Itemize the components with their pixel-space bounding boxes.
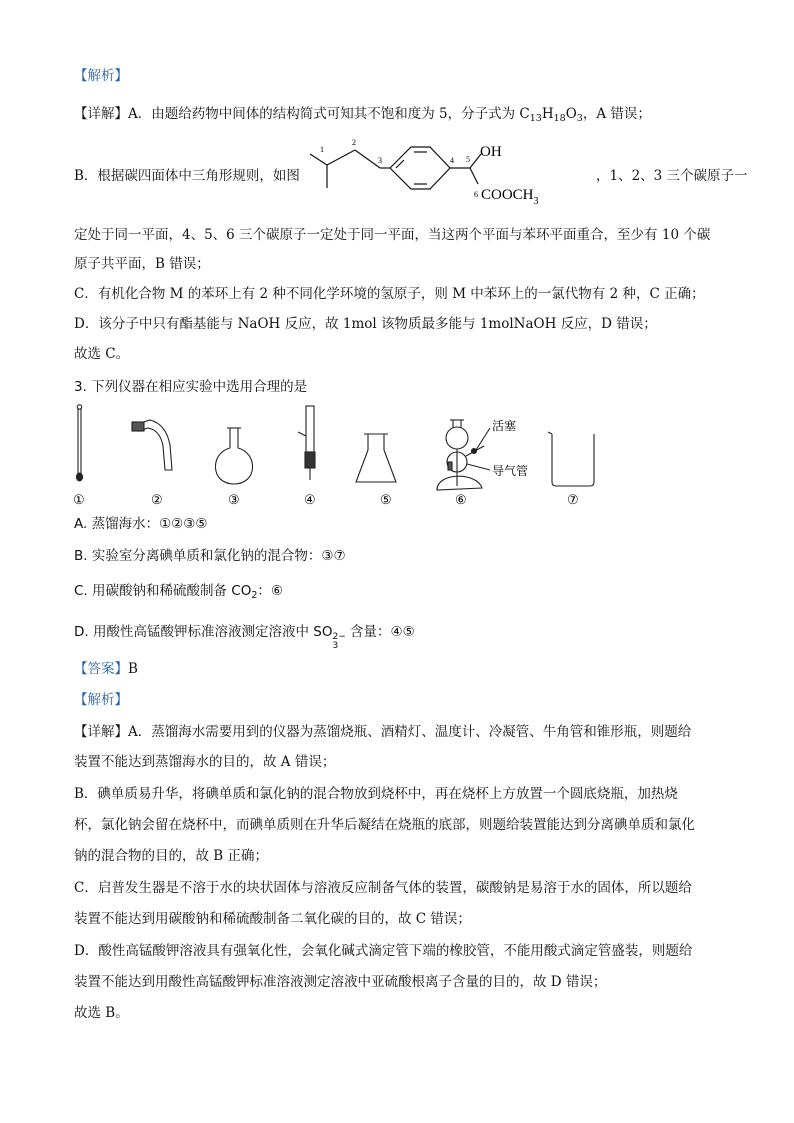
answer-line: 【答案】B [74,661,138,677]
option-d-text: D．该分子中只有酯基能与 NaOH 反应，故 1mol 该物质最多能与 1molNaOH 反应，D 错误； [74,316,657,332]
explanation-line: 装置不能达到蒸馏海水的目的，故 A 错误； [74,754,336,770]
choice-d: D. 用酸性高锰酸钾标准溶液测定溶液中 SO 2− 3 含量：④⑤ [74,624,415,651]
explanation-line: 钠的混合物的目的，故 B 正确； [74,848,269,864]
atom-number-6: 6 [474,190,478,199]
gas-tube-label: 导气管 [492,464,529,478]
atom-number-4: 4 [450,156,454,165]
analysis-heading-1: 【解析】 [74,68,128,84]
atom-number-2: 2 [352,138,356,147]
choice-b: B. 实验室分离碘单质和氯化钠的混合物：③⑦ [74,548,346,564]
burette-icon [298,406,315,480]
apparatus-label-2: ② [151,492,163,507]
atom-number-3: 3 [378,156,382,165]
bent-adapter-icon [132,420,172,470]
ester-label: $COOCH_3$ [481,187,539,207]
apparatus-figure [62,400,622,515]
explanation-line: B．碘单质易升华，将碘单质和氯化钠的混合物放到烧杯中，再在烧杯上方放置一个圆底烧瓶，加热烧 [74,786,678,802]
apparatus-label-4: ④ [304,492,316,507]
option-b-line2: 定处于同一平面，4、5、6 三个碳原子一定处于同一平面，当这两个平面与苯环平面重合，至少有 10 个碳 [74,227,711,243]
beaker-icon [548,432,594,486]
option-c-text: C．有机化合物 M 的苯环上有 2 种不同化学环境的氢原子，则 M 中苯环上的一氯代物有 2 种，C 正确； [74,286,705,302]
explanation-line: 【详解】A．蒸馏海水需要用到的仪器为蒸馏烧瓶、酒精灯、温度计、冷凝管、牛角管和锥形瓶，则题给 [74,724,692,740]
valve-label: 活塞 [492,419,517,433]
explanation-line: 杯，氯化钠会留在烧杯中，而碘单质则在升华后凝结在烧瓶的底部，则题给装置能达到分离碘单质和氯化 [74,817,695,833]
option-b-tail: ，1、2、3 三个碳原子一 [596,168,748,184]
atom-number-1: 1 [320,145,324,154]
kipp-generator-icon [437,420,490,490]
conclusion-1: 故选 C。 [74,346,130,362]
choice-a: A. 蒸馏海水：①②③⑤ [74,516,208,532]
explanation-line: D．酸性高锰酸钾溶液具有强氧化性，会氧化碱式滴定管下端的橡胶管，不能用酸式滴定管盛装，则题给 [74,943,693,959]
apparatus-label-3: ③ [228,492,240,507]
round-bottom-flask-icon [215,428,252,484]
apparatus-label-5: ⑤ [380,492,392,507]
choice-c: C. 用碳酸钠和稀硫酸制备 $CO_2$：⑥ [74,583,284,601]
thermometer-icon [77,405,83,481]
explanation-line: 装置不能达到用碳酸钠和稀硫酸制备二氧化碳的目的，故 C 错误； [74,911,471,927]
explanation-line: 装置不能达到用酸性高锰酸钾标准溶液测定溶液中亚硫酸根离子含量的目的，故 D 错误； [74,974,607,990]
option-b-intro: B．根据碳四面体中三角形规则，如图 [74,168,300,184]
conical-flask-icon [356,434,396,482]
molecule-structure [300,132,590,222]
question-3: 3. 下列仪器在相应实验中选用合理的是 [74,379,308,395]
explanation-line: C．启普发生器是不溶于水的块状固体与溶液反应制备气体的装置，碳酸钠是易溶于水的固体，所以题给 [74,880,692,896]
apparatus-label-6: ⑥ [455,492,467,507]
detail-a-formula: 【详解】A．由题给药物中间体的结构简式可知其不饱和度为 5，分子式为 $C_{13}H_{18}O_3$，A 错误； [74,106,651,124]
hydroxyl-label: OH [480,144,502,160]
atom-number-5: 5 [466,155,470,164]
apparatus-label-1: ① [73,492,85,507]
option-b-line3: 原子共平面，B 错误； [74,256,210,272]
analysis-heading-2: 【解析】 [74,692,128,708]
apparatus-label-7: ⑦ [567,492,579,507]
conclusion-2: 故选 B。 [74,1005,129,1021]
